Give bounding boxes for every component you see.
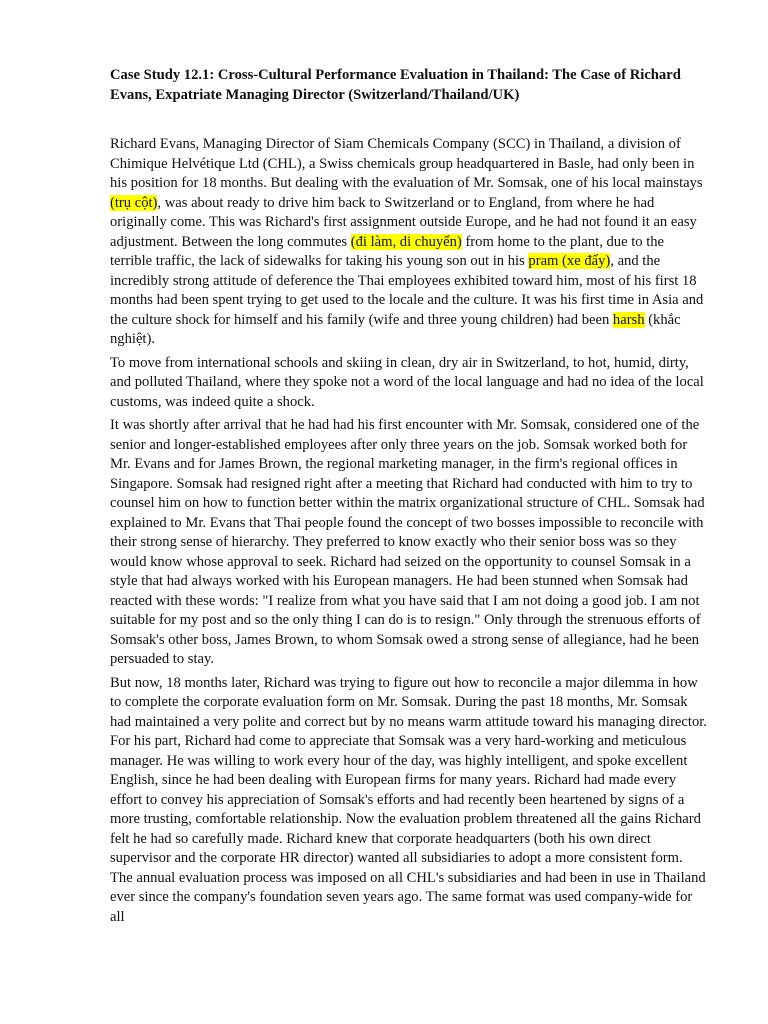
highlight-pram: pram (xe đẩy) [528,253,611,269]
paragraph-1-text-5: (khắc nghiệt). [110,311,681,347]
case-study-title: Case Study 12.1: Cross-Cultural Performance Evaluation in Thailand: The Case of Richard Evans, Expatriate Managing Director (Switzerland/Thailand/UK) [110,67,681,103]
paragraph-3: It was shortly after arrival that he had had his first encounter with Mr. Somsak, considered one of the senior and longer-established employees after only three years on the job. Somsak worked both for Mr. Evans and for James Brown, the regional marketing manager, in the firm's regional offices in Singapore. Somsak had resigned right after a meeting that Richard had conducted with him to try to counsel him on how to function better within the matrix organizational structure of CHL. Somsak had explained to Mr. Evans that Thai people found the concept of two bosses impossible to reconcile with their strong sense of hierarchy. They preferred to know exactly who their senior boss was so they would know whose approval to seek. Richard had seized on the opportunity to counsel Somsak in a style that had always worked with his European managers. He had been stunned when Somsak had reacted with these words: "I realize from what you have said that I am not doing a good job. I am not suitable for my post and so the only thing I can do is to resign." Only through the strenuous efforts of Somsak's other boss, James Brown, to whom Somsak owed a strong sense of allegiance, had he been persuaded to stay. [110,417,705,667]
paragraph-1 [110,135,708,350]
highlight-di-lam: (đi làm, di chuyển) [350,233,462,250]
paragraph-1-text-3: from home to the plant, due to the terrible traffic, the lack of sidewalks for taking his young son out in his [110,233,665,269]
paragraph-4: But now, 18 months later, Richard was trying to figure out how to reconcile a major dilemma in how to complete the corporate evaluation form on Mr. Somsak. During the past 18 months, Mr. Somsak had maintained a very polite and correct but by no means warm attitude toward his managing director. For his part, Richard had come to appreciate that Somsak was a very hard-working and meticulous manager. He was willing to work every hour of the day, was highly intelligent, and spoke excellent English, since he had been dealing with European firms for many years. Richard had made every effort to convey his appreciation of Somsak's efforts and had recently been heartened by signs of a more trusting, comfortable relationship. Now the evaluation problem threatened all the gains Richard felt he had so carefully made. Richard knew that corporate headquarters (both his own direct supervisor and the corporate HR director) wanted all subsidiaries to adopt a more consistent form. The annual evaluation process was imposed on all CHL's subsidiaries and had been in use in Thailand ever since the company's foundation seven years ago. The same format was used company-wide for all [110,674,707,925]
highlight-tru-cot: (trụ cột) [110,194,158,211]
paragraph-1-text-2: , was about ready to drive him back to Switzerland or to England, from where he had originally come. This was Richard's first assignment outside Europe, and he had not found it an easy adjustment. Between the long commutes [110,194,697,250]
paragraph-1-text-1: Richard Evans, Managing Director of Siam Chemicals Company (SCC) in Thailand, a division of Chimique Helvétique Ltd (CHL), a Swiss chemicals group headquartered in Basle, had only been in his position for 18 months. But dealing with the evaluation of Mr. Somsak, one of his local mainstays [110,136,703,191]
paragraph-2: To move from international schools and skiing in clean, dry air in Switzerland, to hot, humid, dirty, and polluted Thailand, where they spoke not a word of the local language and had no idea of the local customs, was indeed quite a shock. [110,354,704,410]
highlight-harsh: harsh [612,311,645,328]
paragraph-1-text-4: , and the incredibly strong attitude of deference the Thai employees exhibited toward him, most of his first 18 months had been spent trying to get used to the locale and the culture. It was his first time in Asia and the culture shock for himself and his family (wife and three young children) had been [110,253,704,328]
